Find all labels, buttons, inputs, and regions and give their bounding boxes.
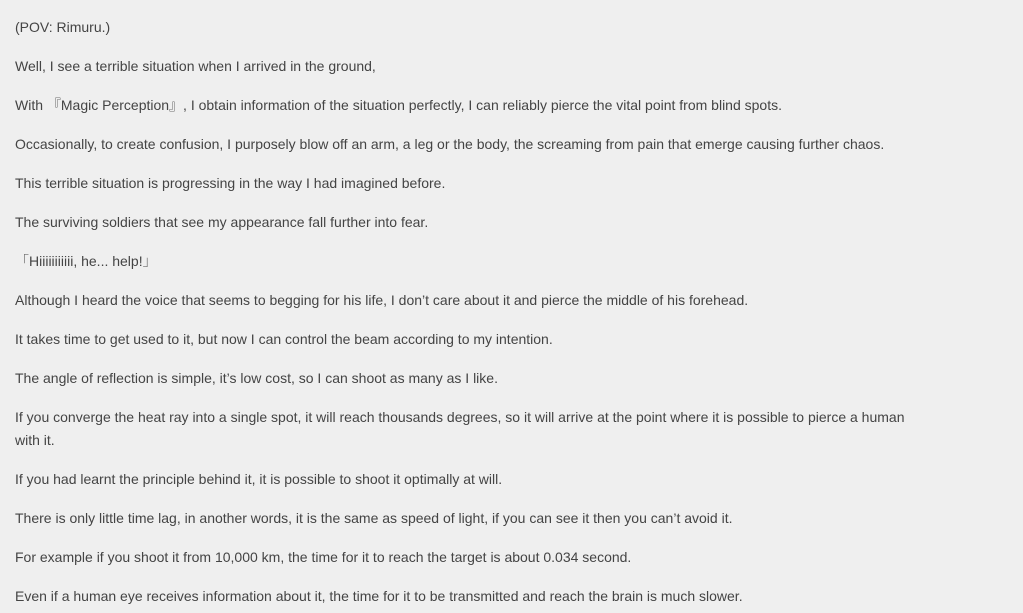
paragraph: 「Hiiiiiiiiiii, he... help!」 bbox=[15, 253, 157, 269]
paragraph: If you converge the heat ray into a single spot, it will reach thousands degrees, so it will arrive at the point where it is possible to pierce a human with it. bbox=[15, 409, 905, 448]
paragraph: Occasionally, to create confusion, I purposely blow off an arm, a leg or the body, the screaming from pain that emerge causing further chaos. bbox=[15, 136, 885, 152]
paragraph: Well, I see a terrible situation when I arrived in the ground, bbox=[15, 58, 376, 74]
paragraph: With 『Magic Perception』, I obtain information of the situation perfectly, I can reliably pierce the vital point from blind spots. bbox=[15, 97, 782, 113]
paragraph: The surviving soldiers that see my appearance fall further into fear. bbox=[15, 214, 429, 230]
paragraph: There is only little time lag, in another words, it is the same as speed of light, if you can see it then you can’t avoid it. bbox=[15, 510, 733, 526]
paragraph: This terrible situation is progressing in the way I had imagined before. bbox=[15, 175, 446, 191]
paragraph: The angle of reflection is simple, it’s low cost, so I can shoot as many as I like. bbox=[15, 370, 498, 386]
paragraph: (POV: Rimuru.) bbox=[15, 19, 111, 35]
paragraph: Even if a human eye receives information about it, the time for it to be transmitted and reach the brain is much slower. bbox=[15, 588, 743, 604]
paragraph: If you had learnt the principle behind it, it is possible to shoot it optimally at will. bbox=[15, 471, 503, 487]
paragraph: For example if you shoot it from 10,000 km, the time for it to reach the target is about 0.034 second. bbox=[15, 549, 632, 565]
paragraph: It takes time to get used to it, but now I can control the beam according to my intention. bbox=[15, 331, 553, 347]
paragraph: Although I heard the voice that seems to begging for his life, I don’t care about it and pierce the middle of his forehead. bbox=[15, 292, 749, 308]
